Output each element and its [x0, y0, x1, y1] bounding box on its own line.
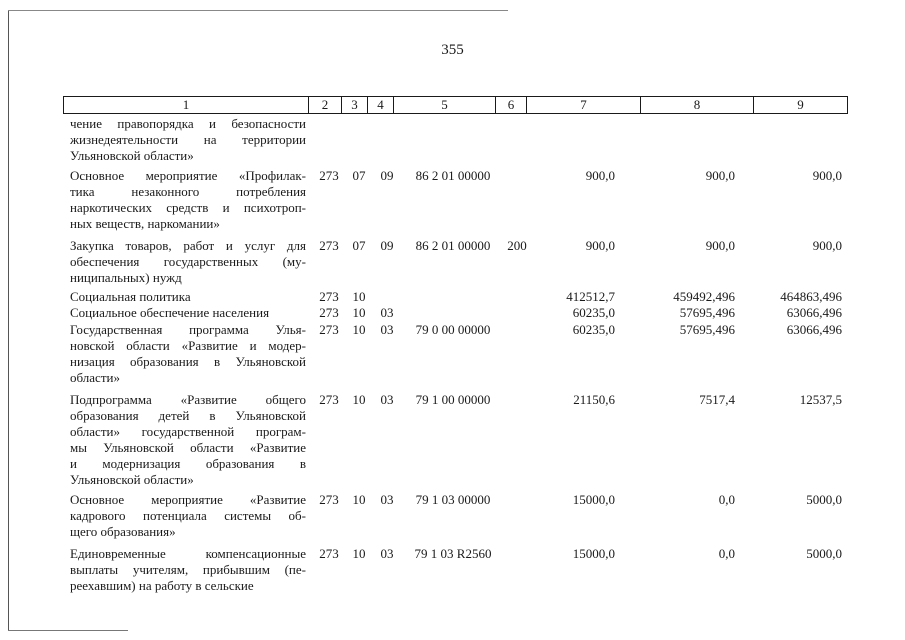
cell-col-3: 10: [352, 289, 366, 304]
description-line: мы Ульяновской области «Развитие: [70, 440, 306, 455]
row-description: [70, 168, 306, 232]
description-line: тика незаконного потребления: [70, 184, 306, 199]
cell-col-7: 900,0: [585, 168, 615, 183]
cell-col-3: 10: [352, 492, 366, 507]
cell-col-6: 200: [507, 238, 527, 253]
header-cell-5: 5: [394, 97, 496, 113]
cell-col-4: 03: [380, 392, 394, 407]
cell-col-9: 12537,5: [799, 392, 842, 407]
cell-col-4: 03: [380, 546, 394, 561]
cell-col-9: 63066,496: [786, 305, 842, 320]
row-description: [70, 492, 306, 540]
cell-col-8: 57695,496: [679, 305, 735, 320]
header-cell-7: 7: [527, 97, 641, 113]
cell-col-3: 10: [352, 392, 366, 407]
description-line: Основное мероприятие «Развитие: [70, 492, 306, 507]
row-description: [70, 116, 306, 164]
scan-frame-left-border: [8, 10, 9, 630]
description-line: и модернизация образования в: [70, 456, 306, 471]
cell-col-8: 57695,496: [679, 322, 735, 337]
description-line: щего образования»: [70, 524, 176, 539]
cell-col-7: 15000,0: [572, 546, 615, 561]
cell-col-2: 273: [319, 305, 339, 320]
cell-col-5: 86 2 01 00000: [415, 238, 491, 253]
description-line: новской области «Развитие и модер-: [70, 338, 306, 353]
cell-col-9: 900,0: [812, 168, 842, 183]
row-description: [70, 322, 306, 386]
description-line: жизнедеятельности на территории: [70, 132, 306, 147]
header-cell-8: 8: [641, 97, 754, 113]
cell-col-7: 15000,0: [572, 492, 615, 507]
description-line: Государственная программа Улья-: [70, 322, 306, 337]
cell-col-3: 10: [352, 305, 366, 320]
cell-col-3: 07: [352, 238, 366, 253]
header-cell-2: 2: [309, 97, 342, 113]
header-cell-4: 4: [368, 97, 394, 113]
description-line: образования детей в Ульяновской: [70, 408, 306, 423]
description-line: Единовременные компенсационные: [70, 546, 306, 561]
cell-col-9: 900,0: [812, 238, 842, 253]
header-cell-3: 3: [342, 97, 368, 113]
cell-col-9: 5000,0: [806, 492, 842, 507]
cell-col-3: 07: [352, 168, 366, 183]
cell-col-2: 273: [319, 168, 339, 183]
table-header-row: [63, 96, 848, 114]
cell-col-4: 03: [380, 322, 394, 337]
cell-col-7: 60235,0: [572, 305, 615, 320]
description-line: Основное мероприятие «Профилак-: [70, 168, 306, 183]
cell-col-3: 10: [352, 322, 366, 337]
cell-col-8: 7517,4: [699, 392, 735, 407]
description-line: ниципальных) нужд: [70, 270, 182, 285]
description-line: Ульяновской области»: [70, 472, 194, 487]
row-description: [70, 546, 306, 594]
cell-col-7: 900,0: [585, 238, 615, 253]
cell-col-4: 09: [380, 238, 394, 253]
header-cell-9: 9: [797, 97, 804, 112]
cell-col-7: 21150,6: [573, 392, 615, 407]
header-cell-1: 1: [64, 97, 309, 113]
row-description: [70, 289, 306, 305]
description-line: ных веществ, наркомании»: [70, 216, 220, 231]
header-cell-6: 6: [496, 97, 527, 113]
cell-col-9: 464863,496: [780, 289, 842, 304]
cell-col-8: 900,0: [705, 168, 735, 183]
description-line: Ульяновской области»: [70, 148, 194, 163]
cell-col-2: 273: [319, 546, 339, 561]
row-description: [70, 305, 306, 321]
cell-col-2: 273: [319, 289, 339, 304]
cell-col-5: 79 1 03 00000: [415, 492, 491, 507]
scan-frame-top-border: [8, 10, 508, 11]
cell-col-8: 459492,496: [673, 289, 735, 304]
scan-frame-bottom-border: [8, 630, 128, 631]
cell-col-2: 273: [319, 322, 339, 337]
cell-col-2: 273: [319, 238, 339, 253]
cell-col-7: 60235,0: [572, 322, 615, 337]
description-line: чение правопорядка и безопасности: [70, 116, 306, 131]
description-line: кадрового потенциала системы об-: [70, 508, 306, 523]
cell-col-2: 273: [319, 492, 339, 507]
row-description: [70, 238, 306, 286]
cell-col-3: 10: [352, 546, 366, 561]
cell-col-4: 03: [380, 492, 394, 507]
description-line: области» государственной програм-: [70, 424, 306, 439]
description-line: наркотических средств и психотроп-: [70, 200, 306, 215]
page-number: 355: [441, 42, 464, 58]
description-line: Социальная политика: [70, 289, 191, 304]
cell-col-8: 0,0: [718, 492, 735, 507]
cell-col-8: 900,0: [705, 238, 735, 253]
cell-col-7: 412512,7: [566, 289, 615, 304]
description-line: низация образования в Ульяновской: [70, 354, 306, 369]
cell-col-5: 79 1 00 00000: [415, 392, 491, 407]
description-line: реехавшим) на работу в сельские: [70, 578, 254, 593]
description-line: Социальное обеспечение населения: [70, 305, 270, 320]
description-line: Закупка товаров, работ и услуг для: [70, 238, 306, 253]
description-line: обеспечения государственных (му-: [70, 254, 306, 269]
cell-col-5: 86 2 01 00000: [415, 168, 491, 183]
cell-col-5: 79 0 00 00000: [415, 322, 491, 337]
description-line: Подпрограмма «Развитие общего: [70, 392, 306, 407]
description-line: области»: [70, 370, 120, 385]
cell-col-8: 0,0: [718, 546, 735, 561]
description-line: выплаты учителям, прибывшим (пе-: [70, 562, 306, 577]
cell-col-2: 273: [319, 392, 339, 407]
cell-col-9: 5000,0: [806, 546, 842, 561]
row-description: [70, 392, 306, 488]
cell-col-5: 79 1 03 R2560: [414, 546, 492, 561]
cell-col-4: 09: [380, 168, 394, 183]
cell-col-9: 63066,496: [786, 322, 842, 337]
cell-col-4: 03: [380, 305, 394, 320]
